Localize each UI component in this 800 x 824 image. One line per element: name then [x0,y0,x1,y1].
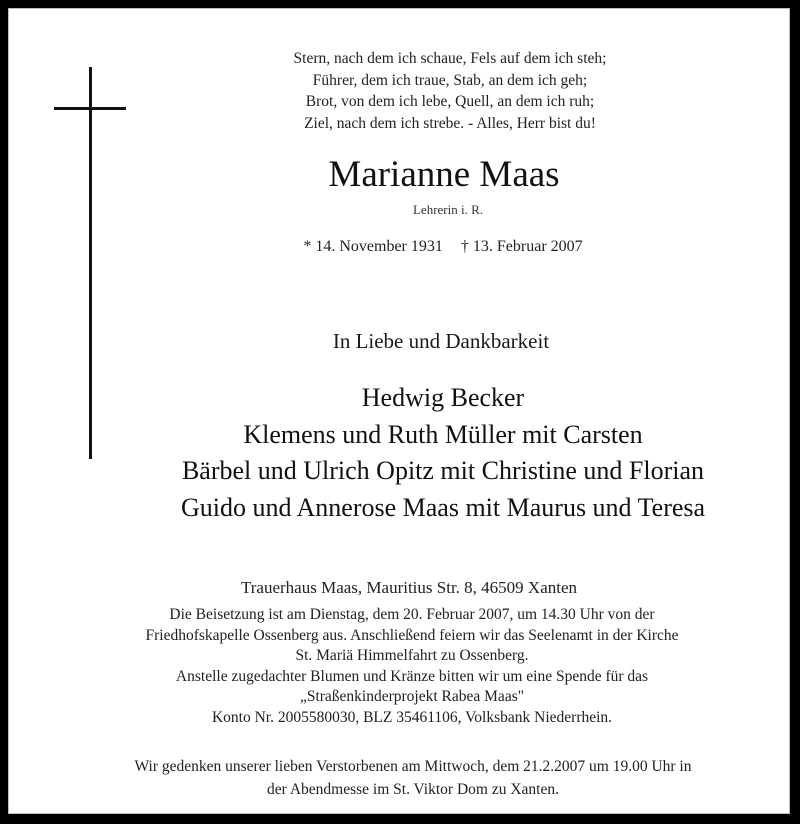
poem-line: Stern, nach dem ich schaue, Fels auf dem ich steh; [293,50,607,67]
poem-verse [294,48,607,134]
birth-date: * 14. November 1931 [303,238,443,255]
mourners-list [181,380,705,526]
cross-crossbar [54,107,126,110]
mourner-line: Hedwig Becker [361,383,525,412]
obituary-page [8,8,790,814]
poem-line: Brot, von dem ich lebe, Quell, an dem ich ruh; [305,93,595,110]
deceased-name: Marianne Maas [328,154,560,195]
deceased-title: Lehrerin i. R. [412,202,484,217]
house-of-mourning-address: Trauerhaus Maas, Mauritius Str. 8, 46509 Xanten [240,578,578,597]
death-date: † 13. Februar 2007 [460,238,583,255]
funeral-line: Konto Nr. 2005580030, BLZ 35461106, Volksbank Niederrhein. [211,708,613,726]
funeral-line: St. Mariä Himmelfahrt zu Ossenberg. [295,647,529,664]
funeral-line: Anstelle zugedachter Blumen und Kränze bitten wir um eine Spende für das [175,667,649,685]
funeral-line: „Straßenkinderprojekt Rabea Maas" [299,688,525,705]
funeral-information [145,605,678,728]
funeral-line: Die Beisetzung ist am Dienstag, dem 20. Februar 2007, um 14.30 Uhr von der [169,606,655,623]
mourner-line: Guido und Annerose Maas mit Maurus und Teresa [180,492,706,522]
funeral-line: Friedhofskapelle Ossenberg aus. Anschließend feiern wir das Seelenamt in der Kirche [145,626,679,644]
life-dates [303,237,582,257]
poem-line: Führer, dem ich traue, Stab, an dem ich geh; [312,71,588,89]
memorial-mass-notice [135,756,692,801]
mourner-line: Bärbel und Ulrich Opitz mit Christine und Florian [181,456,705,485]
memorial-line: der Abendmesse im St. Viktor Dom zu Xanten. [267,780,559,798]
poem-line: Ziel, nach dem ich strebe. - Alles, Herr bist du! [304,114,596,132]
memorial-line: Wir gedenken unserer lieben Verstorbenen am Mittwoch, dem 21.2.2007 um 19.00 Uhr in [134,758,692,775]
dedication-text: In Liebe und Dankbarkeit [332,329,550,353]
mourner-line: Klemens und Ruth Müller mit Carsten [243,419,643,449]
latin-cross-icon [89,67,92,459]
